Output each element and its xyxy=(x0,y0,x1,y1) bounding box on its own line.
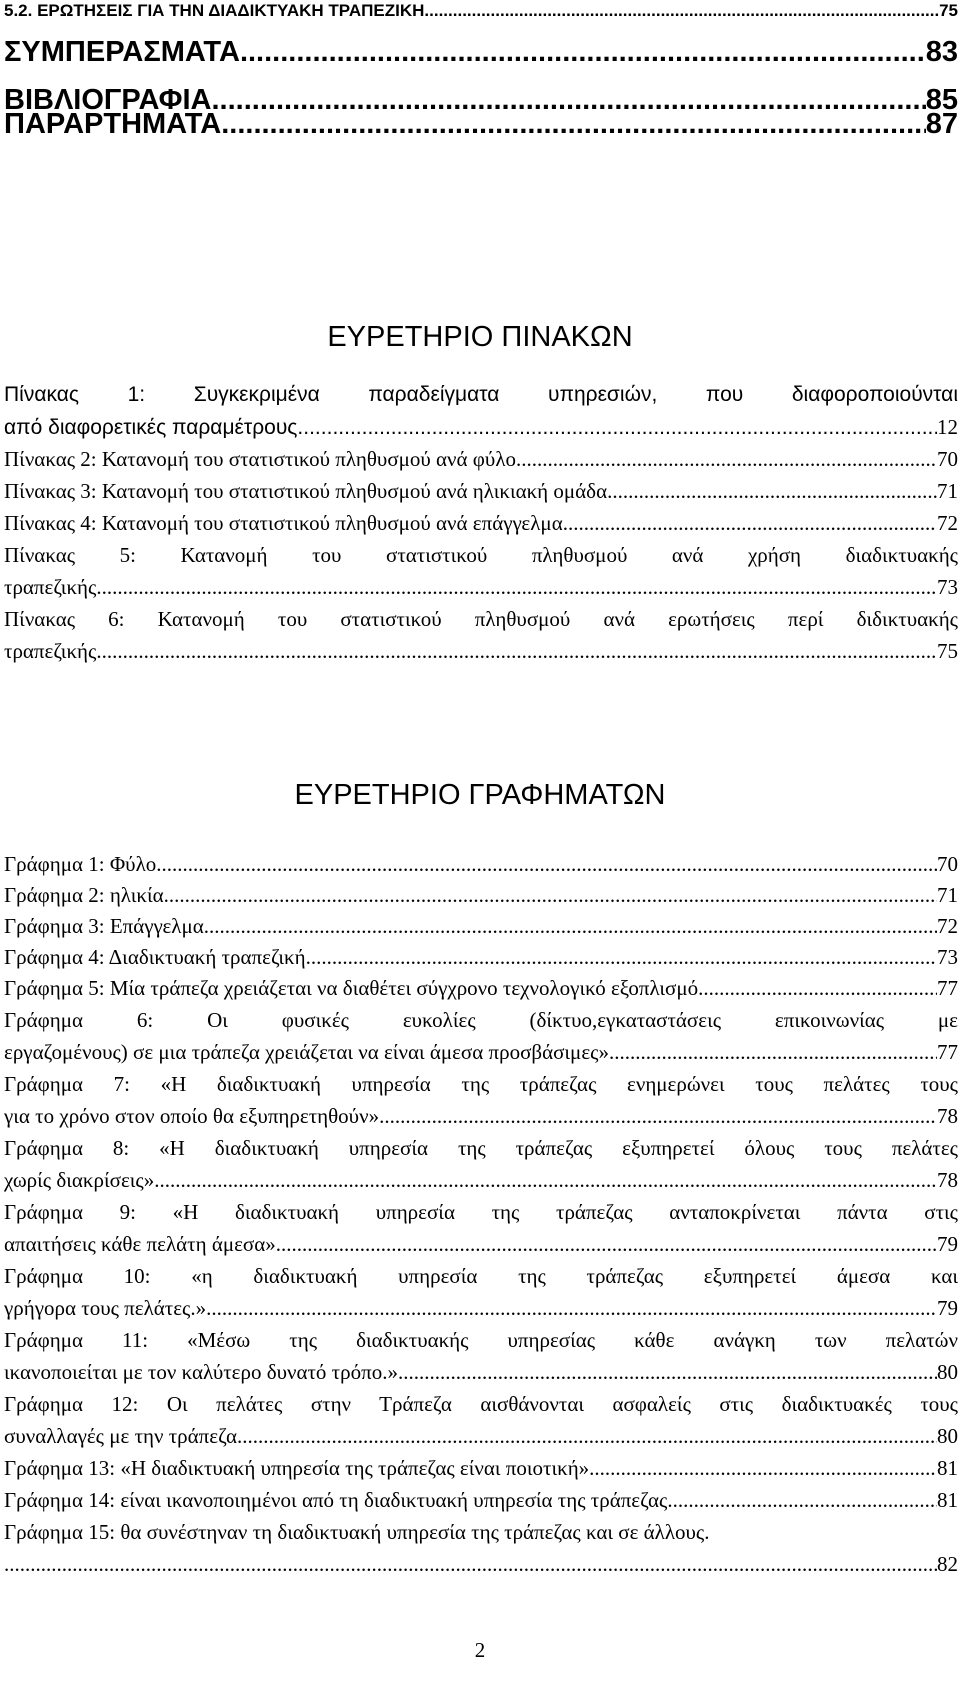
dot-leader xyxy=(698,973,937,1003)
tables-entry[interactable] xyxy=(4,476,958,506)
dot-leader xyxy=(379,1101,937,1131)
page-number: 2 xyxy=(474,1638,486,1662)
entry-page: 79 xyxy=(937,1296,958,1320)
dot-leader xyxy=(398,1357,937,1387)
charts-entry[interactable] xyxy=(4,849,958,879)
entry-line: Πίνακας 5: Κατανομή του στατιστικού πληθυσμού ανά χρήση διαδικτυακής xyxy=(4,543,958,567)
dot-leader xyxy=(156,849,937,879)
dot-leader xyxy=(424,0,939,22)
dot-leader xyxy=(609,1037,937,1067)
entry-label: Γράφημα 4: Διαδικτυακή τραπεζική xyxy=(4,945,306,969)
tables-entry[interactable] xyxy=(4,444,958,474)
entry-page: 80 xyxy=(937,1424,958,1448)
charts-entry[interactable] xyxy=(4,911,958,941)
toc-entry-page: 83 xyxy=(925,36,958,68)
entry-line: Γράφημα 10: «η διαδικτυακή υπηρεσία της τράπεζας εξυπηρετεί άμεσα και xyxy=(4,1264,958,1288)
entry-page: 79 xyxy=(937,1232,958,1256)
charts-entry[interactable] xyxy=(4,973,958,1003)
entry-line: Γράφημα 6: Οι φυσικές ευκολίες (δίκτυο,εγκαταστάσεις επικοινωνίας με xyxy=(4,1008,958,1032)
entry-page: 72 xyxy=(937,914,958,938)
charts-entry[interactable] xyxy=(4,1357,958,1387)
entry-page: 70 xyxy=(937,852,958,876)
toc-entry-page: 85 xyxy=(925,84,958,116)
entry-page: 75 xyxy=(937,639,958,663)
entry-label: γρήγορα τους πελάτες.» xyxy=(4,1296,207,1320)
entry-line: Γράφημα 8: «Η διαδικτυακή υπηρεσία της τράπεζας εξυπηρετεί όλους τους πελάτες xyxy=(4,1136,958,1160)
entry-page: 73 xyxy=(937,575,958,599)
dot-leader xyxy=(303,413,937,442)
toc-entry-label: 5.2. ΕΡΩΤΗΣΕΙΣ ΓΙΑ ΤΗΝ ΔΙΑΔΙΚΤΥΑΚΗ ΤΡΑΠΕΖΙΚΗ xyxy=(4,1,425,20)
dot-leader xyxy=(589,1453,937,1483)
entry-label: Γράφημα 14: είναι ικανοποιημένοι από τη διαδικτυακή υπηρεσία της τράπεζας xyxy=(4,1488,668,1512)
tables-entry[interactable] xyxy=(4,412,958,442)
tables-entry[interactable] xyxy=(4,508,958,538)
entry-label: συναλλαγές με την τράπεζα xyxy=(4,1424,238,1448)
charts-entry[interactable] xyxy=(4,1037,958,1067)
toc-entry[interactable] xyxy=(4,104,958,144)
toc-entry[interactable] xyxy=(4,0,958,22)
entry-label: Πίνακας 3: Κατανομή του στατιστικού πληθυσμού ανά ηλικιακή ομάδα xyxy=(4,479,608,503)
entry-label: Γράφημα 5: Μία τράπεζα χρειάζεται να διαθέτει σύγχρονο τεχνολογικό εξοπλισμό xyxy=(4,976,699,1000)
dot-leader xyxy=(240,32,926,72)
entry-page: 77 xyxy=(937,1040,958,1064)
dot-leader xyxy=(563,508,937,538)
dot-leader xyxy=(276,1229,937,1259)
dot-leader xyxy=(4,1549,937,1579)
entry-line: Γράφημα 15: θα συνέστηναν τη διαδικτυακή υπηρεσία της τράπεζας και σε άλλους. xyxy=(4,1520,710,1544)
charts-entry[interactable] xyxy=(4,942,958,972)
entry-label: ικανοποιείται με τον καλύτερο δυνατό τρόπο.» xyxy=(4,1360,398,1384)
tables-entry[interactable] xyxy=(4,572,958,602)
entry-page: 81 xyxy=(937,1456,958,1480)
dot-leader xyxy=(237,1421,937,1451)
entry-line: Γράφημα 11: «Μέσω της διαδικτυακής υπηρεσίας κάθε ανάγκη των πελατών xyxy=(4,1328,958,1352)
entry-page: 71 xyxy=(937,479,958,503)
charts-entry[interactable] xyxy=(4,1421,958,1451)
charts-entry[interactable] xyxy=(4,1549,958,1579)
toc-entry[interactable] xyxy=(4,32,958,72)
entry-line: Γράφημα 12: Οι πελάτες στην Τράπεζα αισθάνονται ασφαλείς στις διαδικτυακές τους xyxy=(4,1392,958,1416)
entry-label: από διαφορετικές παραμέτρους. xyxy=(4,416,304,439)
dot-leader xyxy=(667,1485,937,1515)
entry-line: Πίνακας 1: Συγκεκριμένα παραδείγματα υπηρεσιών, που διαφοροποιούνται xyxy=(4,383,958,406)
charts-entry[interactable] xyxy=(4,1453,958,1483)
entry-label: Πίνακας 4: Κατανομή του στατιστικού πληθυσμού ανά επάγγελμα xyxy=(4,511,563,535)
toc-entry-page: 87 xyxy=(925,108,958,140)
charts-entry[interactable] xyxy=(4,1165,958,1195)
dot-leader xyxy=(206,1293,937,1323)
dot-leader xyxy=(521,444,937,474)
charts-entry[interactable] xyxy=(4,1293,958,1323)
entry-label: Γράφημα 3: Επάγγελμα xyxy=(4,914,204,938)
entry-page: 77 xyxy=(937,976,958,1000)
entry-page: 80 xyxy=(937,1360,958,1384)
entry-page: 12 xyxy=(937,415,958,439)
charts-index-heading: ΕΥΡΕΤΗΡΙΟ ΓΡΑΦΗΜΑΤΩΝ xyxy=(294,779,666,811)
entry-label: Πίνακας 2: Κατανομή του στατιστικού πληθυσμού ανά φύλο. xyxy=(4,447,522,471)
charts-entry[interactable] xyxy=(4,1229,958,1259)
entry-label: για το χρόνο στον οποίο θα εξυπηρετηθούν» xyxy=(4,1104,380,1128)
dot-leader xyxy=(164,880,937,910)
entry-label: τραπεζικής xyxy=(4,575,97,599)
tables-index-heading: ΕΥΡΕΤΗΡΙΟ ΠΙΝΑΚΩΝ xyxy=(327,321,633,353)
entry-line: Γράφημα 7: «Η διαδικτυακή υπηρεσία της τράπεζας ενημερώνει τους πελάτες τους xyxy=(4,1072,958,1096)
entry-label: χωρίς διακρίσεις» xyxy=(4,1168,155,1192)
toc-entry-label: ΣΥΜΠΕΡΑΣΜΑΤΑ xyxy=(4,36,240,68)
entry-page: 78 xyxy=(937,1168,958,1192)
entry-label: Γράφημα 13: «Η διαδικτυακή υπηρεσία της τράπεζας είναι ποιοτική» xyxy=(4,1456,590,1480)
dot-leader xyxy=(204,911,937,941)
entry-page: 70 xyxy=(937,447,958,471)
entry-page: 71 xyxy=(937,883,958,907)
entry-label: Γράφημα 2: ηλικία xyxy=(4,883,164,907)
toc-entry-label: ΠΑΡΑΡΤΗΜΑΤΑ xyxy=(4,108,222,140)
charts-entry[interactable] xyxy=(4,880,958,910)
entry-label: εργαζομένους) σε μια τράπεζα χρειάζεται να είναι άμεσα προσβάσιμες» xyxy=(4,1040,609,1064)
entry-page: 81 xyxy=(937,1488,958,1512)
charts-entry[interactable] xyxy=(4,1101,958,1131)
entry-page: 73 xyxy=(937,945,958,969)
entry-label: απαιτήσεις κάθε πελάτη άμεσα» xyxy=(4,1232,276,1256)
entry-page: 72 xyxy=(937,511,958,535)
entry-line: Γράφημα 9: «Η διαδικτυακή υπηρεσία της τράπεζας ανταποκρίνεται πάντα στις xyxy=(4,1200,958,1224)
entry-label: Γράφημα 1: Φύλο xyxy=(4,852,157,876)
entry-page: 82 xyxy=(937,1552,958,1576)
tables-entry[interactable] xyxy=(4,636,958,666)
dot-leader xyxy=(96,636,937,666)
dot-leader xyxy=(306,942,937,972)
toc-entry-label: ΒΙΒΛΙΟΓΡΑΦΙΑ xyxy=(4,84,212,116)
dot-leader xyxy=(96,572,937,602)
dot-leader xyxy=(221,104,926,144)
dot-leader xyxy=(607,476,937,506)
entry-page: 78 xyxy=(937,1104,958,1128)
dot-leader xyxy=(154,1165,937,1195)
charts-entry[interactable] xyxy=(4,1485,958,1515)
entry-line: Πίνακας 6: Κατανομή του στατιστικού πληθυσμού ανά ερωτήσεις περί διδικτυακής xyxy=(4,607,958,631)
entry-label: τραπεζικής xyxy=(4,639,97,663)
toc-entry-page: 75 xyxy=(939,1,958,20)
